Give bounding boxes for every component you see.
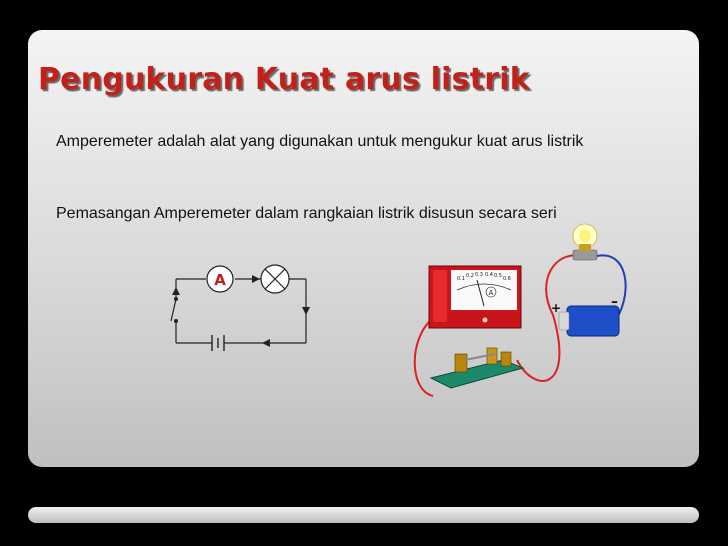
meter-scale-label: 0.1 bbox=[457, 276, 465, 282]
lamp-device bbox=[573, 224, 597, 260]
meter-scale-label: 0.4 bbox=[485, 272, 493, 278]
red-wire-meter bbox=[415, 320, 433, 396]
meter-scale-label: 0.2 bbox=[466, 273, 474, 279]
battery-device bbox=[551, 294, 619, 336]
battery-plus-label: + bbox=[551, 301, 562, 315]
definition-text: Amperemeter adalah alat yang digunakan untuk mengukur kuat arus listrik bbox=[56, 133, 584, 150]
battery-minus-label: – bbox=[611, 294, 618, 310]
circuit-diagram bbox=[160, 255, 320, 360]
battery-symbol bbox=[212, 335, 224, 351]
meter-scale-label: 0.3 bbox=[475, 272, 483, 278]
slide-title: Pengukuran Kuat arus listrik bbox=[38, 62, 530, 97]
switch-device bbox=[431, 348, 523, 388]
series-note-text: Pemasangan Amperemeter dalam rangkaian listrik disusun secara seri bbox=[56, 205, 557, 222]
meter-symbol: A bbox=[488, 289, 494, 297]
switch-symbol bbox=[171, 297, 178, 323]
meter-scale-label: 0.6 bbox=[503, 276, 511, 282]
lamp-symbol bbox=[261, 265, 289, 293]
footer-bar bbox=[28, 507, 699, 523]
ammeter-label: A bbox=[214, 271, 226, 289]
ammeter-symbol bbox=[207, 266, 233, 292]
current-arrows bbox=[172, 275, 310, 347]
ammeter-device bbox=[429, 266, 521, 328]
apparatus-illustration bbox=[405, 220, 645, 400]
meter-scale-label: 0.5 bbox=[494, 273, 502, 279]
